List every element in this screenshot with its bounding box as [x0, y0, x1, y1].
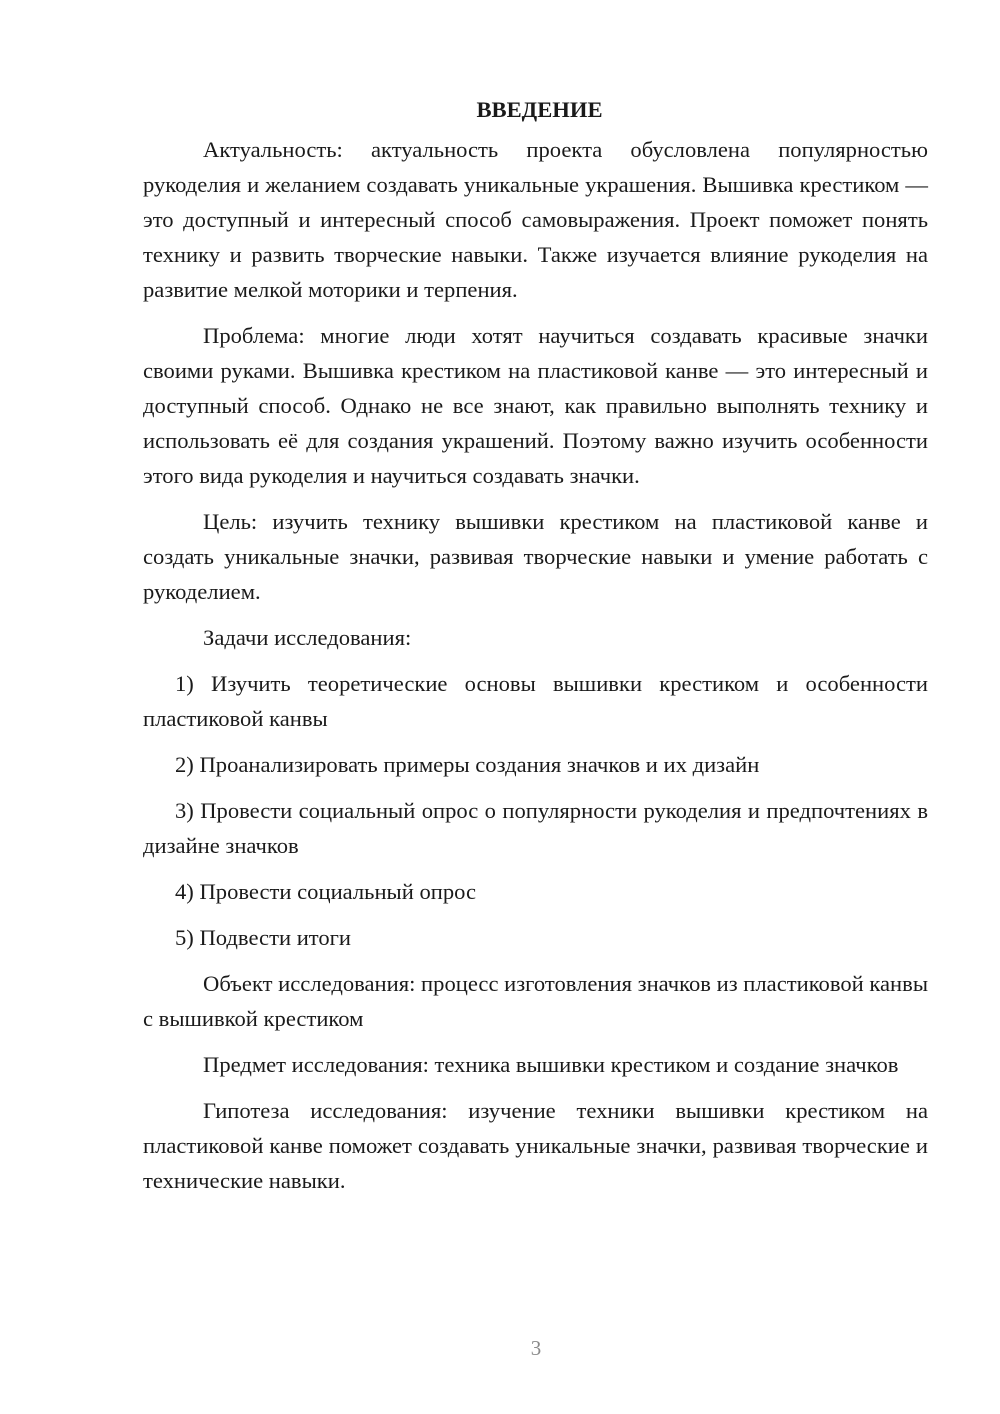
document-page: [143, 92, 928, 1209]
object-paragraph: Объект исследования: процесс изготовления значков из пластиковой канвы с вышивкой крестиком: [143, 971, 928, 1031]
page-number: 3: [530, 1336, 542, 1360]
problem-paragraph: Проблема: многие люди хотят научиться создавать красивые значки своими руками. Вышивка крестиком на пластиковой канве — это интересный и доступный способ. Однако не все знают, как правильно выполнять технику и использовать её для создания украшений. Поэтому важно изучить особенности этого вида рукоделия и научиться создавать значки.: [143, 323, 928, 488]
section-title: ВВЕДЕНИЕ: [476, 97, 603, 122]
hypothesis-paragraph: Гипотеза исследования: изучение техники вышивки крестиком на пластиковой канве поможет создавать уникальные значки, развивая творческие и технические навыки.: [143, 1098, 928, 1193]
goal-paragraph: Цель: изучить технику вышивки крестиком на пластиковой канве и создать уникальные значки, развивая творческие навыки и умение работать с рукоделием.: [143, 509, 928, 604]
tasks-heading: Задачи исследования:: [203, 625, 412, 650]
list-item: 3) Провести социальный опрос о популярности рукоделия и предпочтениях в дизайне значков: [143, 798, 928, 858]
list-item: 4) Провести социальный опрос: [175, 879, 477, 904]
tasks-list: [143, 666, 928, 955]
relevance-paragraph: Актуальность: актуальность проекта обусловлена популярностью рукоделия и желанием создавать уникальные украшения. Вышивка крестиком — это доступный и интересный способ самовыражения. Проект поможет понять технику и развить творческие навыки. Также изучается влияние рукоделия на развитие мелкой моторики и терпения.: [143, 137, 928, 302]
subject-paragraph: Предмет исследования: техника вышивки крестиком и создание значков: [203, 1052, 899, 1077]
list-item: 1) Изучить теоретические основы вышивки крестиком и особенности пластиковой канвы: [143, 671, 928, 731]
list-item: 5) Подвести итоги: [175, 925, 352, 950]
list-item: 2) Проанализировать примеры создания значков и их дизайн: [175, 752, 760, 777]
